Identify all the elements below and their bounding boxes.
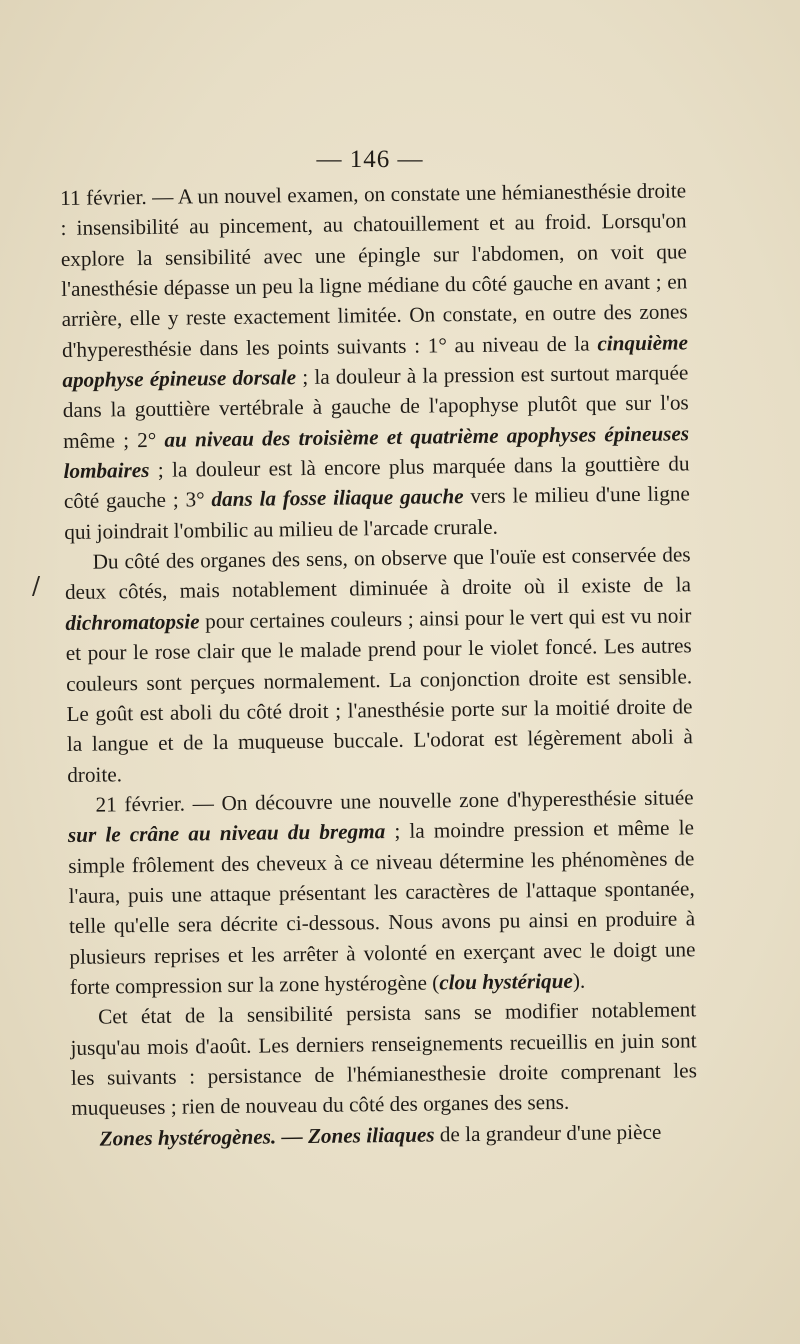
italic-phrase: clou hystérique: [439, 968, 574, 995]
paragraph: [70, 995, 697, 1124]
text-run: ; la moindre pression et même le simple frôlement des cheveux à ce niveau détermine les phénomènes de l'aura, puis une attaque présentant les caractères de l'attaque spontanée, telle qu'elle sera décrite ci-dessous. Nous avons pu ainsi en produire à plusieurs reprises et les arrêter à volonté en exerçant avec le doigt une forte compression sur la zone hystérogène (: [68, 815, 696, 999]
italic-phrase: dans la fosse iliaque gauche: [211, 484, 464, 512]
paragraph: [67, 782, 696, 1002]
text-run: de la grandeur d'une pièce: [434, 1119, 662, 1147]
italic-phrase: au niveau des troisième et quatrième apophyses épineuses lombaires: [63, 421, 690, 484]
text-run: vers le milieu d'une ligne qui joindrait l'ombilic au milieu de l'arcade crurale.: [64, 481, 690, 544]
text-run: ; la douleur à la pression est surtout marquée dans la gouttière vertébrale à gauche de l'apophyse plutôt que sur l'os même ; 2°: [62, 360, 689, 453]
body-text: [60, 175, 698, 1154]
text-run: 11 février. — A un nouvel examen, on constate une hémianesthésie droite : insensibilité au pincement, au chatouillement et au froid. Lorsqu'on explore la sensibilité avec une épingle sur l'abdomen, on voit que l'anesthésie dépasse un peu la ligne médiane du côté gauche en avant ; en arrière, elle y reste exactement limitée. On constate, en outre des zones d'hyperesthésie dans les points suivants : 1° au niveau de la: [60, 178, 688, 362]
italic-phrase: dichromatopsie: [65, 609, 200, 635]
paragraph: [64, 539, 693, 789]
text-run: Cet état de la sensibilité persista sans se modifier notablement jusqu'au mois d'août. Les derniers renseignements recueillis en juin sont les suivants : persistance de l'hémianesthesie droite comprenant les muqueuses ; rien de nouveau du côté des organes des sens.: [70, 997, 698, 1121]
italic-phrase: sur le crâne au niveau du bregma: [67, 819, 386, 848]
italic-phrase: cinquième apophyse épineuse dorsale: [62, 330, 689, 393]
text-run: pour certaines couleurs ; ainsi pour le vert qui est vu noir et pour le rose clair que le malade prend pour le violet foncé. Les autres couleurs sont perçues normalement. La conjonction droite est sensible. Le goût est aboli du côté droit ; l'anesthésie porte sur la moitié droite de la langue et de la muqueuse buccale. L'odorat est légèrement aboli à droite.: [65, 603, 693, 787]
page-number: — 146 —: [316, 146, 424, 173]
text-run: Du côté des organes des sens, on observe que l'ouïe est conservée des deux côtés, mais notablement diminuée à droite où il existe de la: [64, 542, 692, 605]
italic-phrase: Zones hystérogènes. — Zones iliaques: [99, 1122, 435, 1151]
paragraph: [60, 175, 690, 547]
margin-pencil-mark: /: [32, 572, 41, 600]
text-run: ).: [572, 968, 586, 993]
text-run: ; la douleur est là encore plus marquée dans la gouttière du côté gauche ; 3°: [63, 451, 690, 514]
text-run: 21 février. — On découvre une nouvelle zone d'hyperesthésie située: [95, 785, 694, 817]
